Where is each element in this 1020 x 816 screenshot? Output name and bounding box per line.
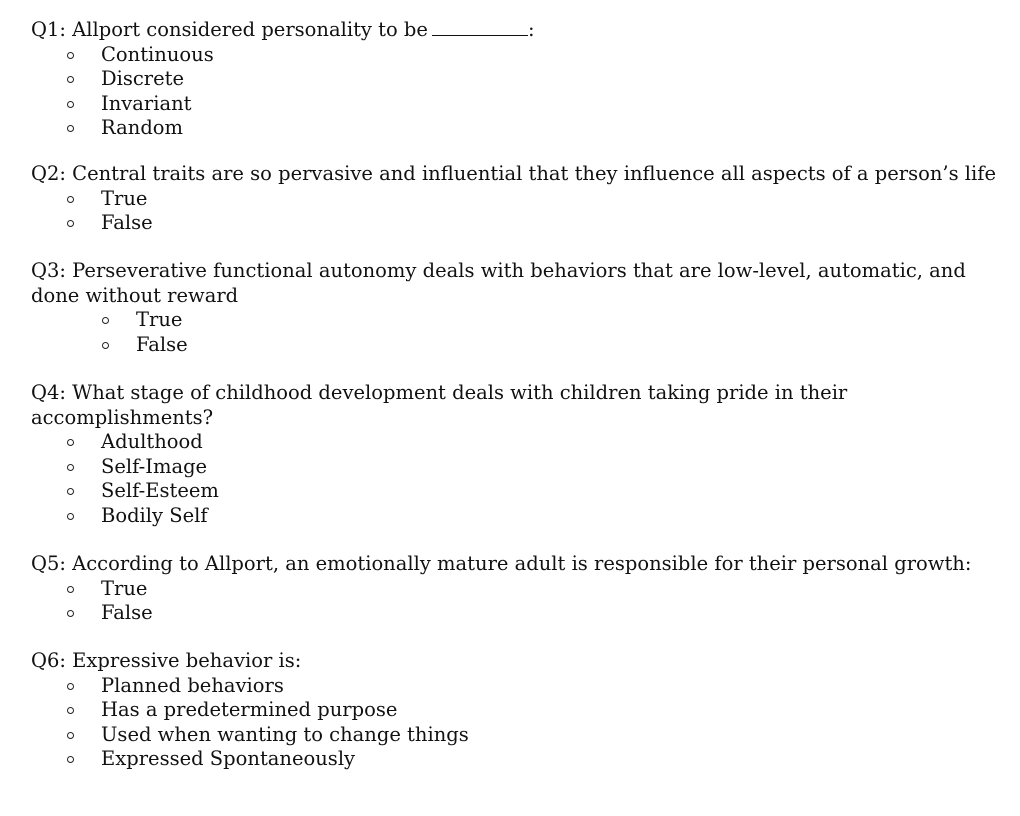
question-3-text-line-2: done without reward [31,283,239,307]
radio-circle-icon [67,756,74,763]
option-planned-behaviors[interactable]: Planned behaviors [31,674,991,699]
option-self-esteem[interactable]: Self-Esteem [31,479,991,504]
option-false[interactable]: False [31,211,991,236]
question-2 [31,162,997,236]
radio-circle-icon [67,220,74,227]
option-true[interactable]: True [31,308,991,333]
question-5-options [31,577,991,626]
radio-circle-icon [67,125,74,132]
question-6-text: Q6: Expressive behavior is: [31,649,302,672]
question-6-options [31,674,991,772]
question-4-options [31,430,991,528]
option-predetermined-purpose[interactable]: Has a predetermined purpose [31,698,991,723]
question-1-options [31,43,991,141]
question-1 [31,17,991,141]
question-2-text: Q2: Central traits are so pervasive and influential that they influence all aspects of a person’s life [31,162,997,185]
option-random[interactable]: Random [31,116,991,141]
radio-circle-icon [102,342,109,349]
option-bodily-self[interactable]: Bodily Self [31,504,991,529]
option-adulthood[interactable]: Adulthood [31,430,991,455]
radio-circle-icon [67,732,74,739]
radio-circle-icon [67,464,74,471]
question-2-options [31,187,991,236]
question-1-text: Q1: Allport considered personality to be : [31,18,535,41]
answer-blank [432,17,528,36]
option-false[interactable]: False [31,601,991,626]
question-6 [31,649,991,772]
option-discrete[interactable]: Discrete [31,67,991,92]
radio-circle-icon [67,488,74,495]
radio-circle-icon [67,610,74,617]
question-5-text: Q5: According to Allport, an emotionally mature adult is responsible for their personal growth: [31,552,972,575]
radio-circle-icon [67,683,74,690]
radio-circle-icon [67,586,74,593]
question-3-options [31,308,991,357]
option-continuous[interactable]: Continuous [31,43,991,68]
option-expressed-spontaneously[interactable]: Expressed Spontaneously [31,747,991,772]
radio-circle-icon [67,439,74,446]
question-4-text-line-2: accomplishments? [31,405,214,429]
question-3 [31,259,991,357]
option-true[interactable]: True [31,577,991,602]
radio-circle-icon [67,707,74,714]
option-change-things[interactable]: Used when wanting to change things [31,723,991,748]
option-invariant[interactable]: Invariant [31,92,991,117]
question-3-text-line-1: Q3: Perseverative functional autonomy deals with behaviors that are low-level, automatic, and [31,259,966,282]
question-4-text-line-1: Q4: What stage of childhood development deals with children taking pride in their [31,381,848,404]
question-4 [31,381,991,528]
option-false[interactable]: False [31,333,991,358]
option-self-image[interactable]: Self-Image [31,455,991,480]
radio-circle-icon [67,513,74,520]
option-true[interactable]: True [31,187,991,212]
radio-circle-icon [67,76,74,83]
radio-circle-icon [102,317,109,324]
radio-circle-icon [67,101,74,108]
question-5 [31,552,991,626]
radio-circle-icon [67,196,74,203]
radio-circle-icon [67,52,74,59]
